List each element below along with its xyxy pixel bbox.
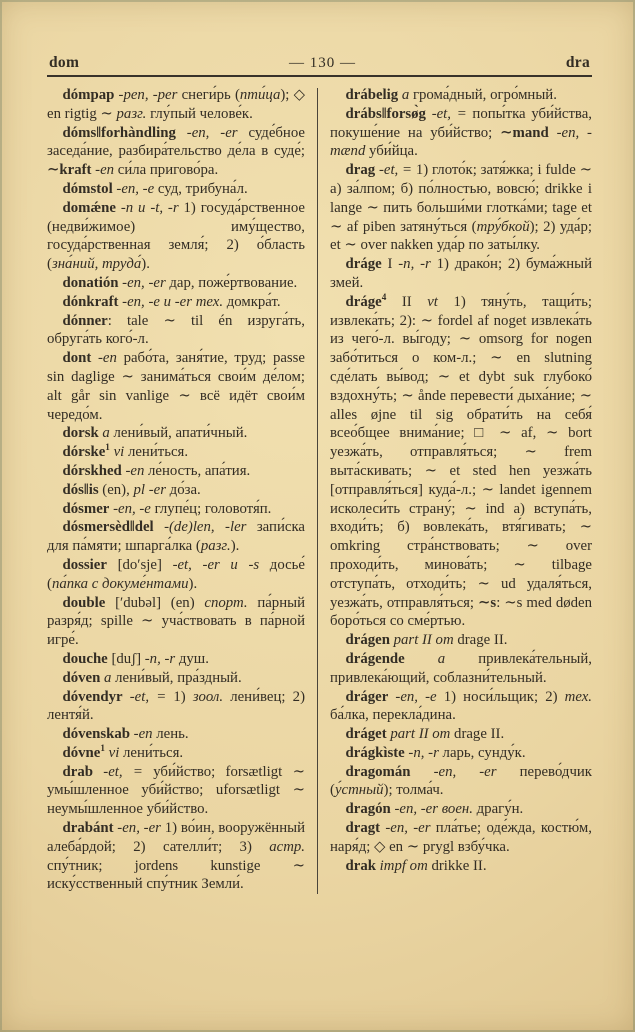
dictionary-entry — [47, 312, 305, 350]
entry-text-run: -en, -er — [175, 124, 238, 141]
entry-text-run: (en), — [98, 481, 134, 498]
entry-text-run: спу́тник; jordens kunstige ∼ иску́сственный спу́тник Земли́. — [47, 857, 305, 893]
dictionary-entry — [47, 124, 305, 180]
entry-text-run: vi — [104, 744, 120, 761]
entry-text-run: drage II. — [450, 726, 505, 743]
entry-text-run: па́рный разря́д; spille ∼ уча́ствовать в па́рной игре́. — [47, 594, 305, 649]
dictionary-entry — [47, 274, 305, 293]
headword-text: drágen — [345, 632, 390, 649]
dictionary-entry — [330, 255, 592, 293]
entry-text-run: 1 — [105, 442, 110, 453]
entry-text-run: спорт. — [204, 594, 248, 611]
entry-text-run: привлека́тельный, привлека́ющий, соблазни́тельный. — [330, 650, 592, 686]
entry-text-run: a — [398, 87, 410, 103]
entry-text-run: -en, -mænd — [330, 124, 592, 160]
dictionary-entry — [47, 744, 305, 763]
dictionary-entry — [330, 86, 592, 105]
headword-text: dráge — [345, 256, 382, 273]
entry-text-run: -en, -er воен. — [390, 801, 473, 818]
headword-text: drag — [345, 162, 376, 179]
entry-text-run: зна́ний, труда́ — [51, 256, 142, 273]
entry-text-run: -(de)len, -ler — [153, 519, 247, 536]
column-divider — [317, 88, 318, 894]
dictionary-entry — [330, 293, 592, 631]
entry-text-run: 1) глото́к; затя́жка; i fulde ∼ а) за́лпом; б) по́лностью, вовсю́; drikke i lange ∼ пить больши́ми глотка́ми; tage et ∼ af piben затяну́ться ( — [330, 162, 592, 235]
entry-text-run: грома́дный, огро́мный. — [409, 87, 557, 103]
entry-text-run: -en, -e u -er тех. — [118, 293, 224, 310]
headword-text: dragón — [345, 801, 391, 818]
entry-text-run: -en, -er — [380, 820, 431, 837]
headword-text: ∼kraft — [47, 162, 92, 179]
header-guide-word-right: dra — [565, 54, 590, 71]
entry-text-run: астр. — [269, 838, 305, 855]
entry-text-run: 1) тяну́ть, тащи́ть; извлека́ть; 2): ∼ fordel af noget извлека́ть из чего́-л. вы́году; ∼ omsorg for nogen забо́титься о ком-л.; ∼ en slutning сде́лать вы́вод; ∼ et dybt suk глубоко́ вздохну́ть; ∼ ånde перевести́ дыха́ние; ∼ alles øjne til sig обрати́ть на себя́ всео́бщее внима́ние; □ ∼ af, ∼ bort уезжа́ть, отправля́ться; ∼ frem выта́скивать; ∼ et sted hen уезжа́ть [отправля́ться] куда́-л.; ∼ landet igennem исколеси́ть страну́; ∼ ind а) вступа́ть, входи́ть; б) вовлека́ть, втя́гивать; ∼ omkring стра́нствовать; ∼ over проходи́ть, минова́ть; ∼ tilbage отступа́ть, отходи́ть; ∼ ud удаля́ться, уезжа́ть, отправля́ться; — [330, 293, 592, 611]
dictionary-entry — [47, 669, 305, 688]
entry-text-run: II — [386, 293, 428, 310]
entry-text-run: уби́йство; forsætligt ∼ умы́шленное уби́йство; uforsætligt ∼ неумы́шленное уби́йство. — [47, 763, 305, 818]
headword-text: drab — [62, 763, 93, 780]
headword-text: drágende — [345, 650, 405, 667]
entry-text-run: vt — [427, 293, 438, 310]
entry-text-run: лени́вец; 2) лентя́й. — [47, 688, 305, 724]
headword-text: ∼mand — [500, 124, 549, 141]
entry-text-run: пла́тье; оде́жда, костю́м, наря́д; ◇ en ∼ prygl взбу́чка. — [330, 820, 592, 855]
entry-text-run: 4 — [381, 291, 387, 302]
headword-text: dómpap — [62, 87, 115, 103]
entry-text-run: [duʃ] — [107, 650, 145, 667]
headword-text: dragt — [345, 820, 381, 837]
entry-text-run: -pen, -per — [114, 87, 178, 103]
headword-text: ∼s — [478, 594, 497, 611]
entry-text-run: [ʹdubəl] (en) — [105, 594, 205, 611]
entry-text-run: ). — [141, 256, 150, 273]
dictionary-entry — [330, 725, 592, 744]
dictionary-entry — [330, 857, 592, 876]
dictionary-entry — [47, 443, 305, 462]
entry-text-run: -et, = — [92, 763, 143, 780]
entry-text-run: душ. — [175, 650, 209, 667]
dictionary-entry — [47, 86, 305, 124]
entry-text-run: тех. — [564, 688, 592, 705]
entry-text-run: ба́лка, перекла́дина. — [330, 707, 456, 724]
dictionary-entry — [47, 650, 305, 669]
entry-text-run: a — [100, 669, 112, 686]
entry-text-run: -n, -r — [144, 650, 176, 667]
headword-text: dórske — [62, 444, 106, 461]
headword-text: dóms‖forhàndling — [62, 124, 176, 141]
headword-text: dráget — [345, 726, 387, 743]
headword-text: drabánt — [62, 820, 114, 837]
entry-text-run: part II om — [386, 726, 451, 743]
entry-text-run: разг. — [116, 105, 147, 122]
dictionary-entry — [47, 819, 305, 894]
entry-text-run: drikke II. — [427, 857, 487, 874]
dictionary-entry — [330, 819, 592, 857]
entry-text-run: 1) — [166, 688, 193, 705]
entry-text-run: па́пка с докуме́нтами — [51, 575, 189, 592]
dictionary-entry — [47, 594, 305, 650]
headword-text: drábelig — [345, 87, 399, 103]
entry-text-run: пти́ца — [239, 87, 281, 103]
entry-text-run: драгу́н. — [472, 801, 524, 818]
entry-text-run: a — [404, 650, 446, 667]
entry-text-run: I — [381, 256, 399, 273]
entry-text-run: разг. — [200, 538, 231, 555]
entry-text-run: -n u -t, -r — [115, 199, 179, 216]
entry-text-run: ле́ность, апа́тия. — [144, 462, 251, 479]
entry-text-run: -en, -e — [388, 688, 437, 705]
dictionary-entry — [47, 462, 305, 481]
entry-text-run: vi — [109, 444, 125, 461]
headword-text: dóvne — [62, 744, 101, 761]
entry-text-run: запи́ска для па́мяти; шпарга́лка ( — [47, 519, 305, 555]
dictionary-entry — [330, 800, 592, 819]
entry-text-run: ). — [230, 538, 240, 555]
entry-text-run: [doʹsje] — [106, 556, 173, 573]
entry-text-run: 1) во́ин, вооружённый алеба́рдой; 2) сателли́т; 3) — [47, 820, 306, 855]
headword-text: dónkraft — [62, 293, 119, 310]
headword-text: drágkìste — [345, 744, 405, 761]
entry-text-run: -en — [121, 462, 145, 479]
entry-text-run: тру́бкой — [476, 218, 530, 235]
entry-text-run: -n, -r — [404, 744, 439, 761]
header-rule — [47, 75, 592, 77]
dictionary-entry — [47, 180, 305, 199]
entry-text-run: -en, -er — [410, 763, 497, 780]
dictionary-entry — [47, 481, 305, 500]
headword-text: dóvenskab — [62, 726, 130, 743]
dictionary-entry — [47, 199, 305, 274]
dictionary-entry — [330, 763, 592, 801]
headword-text: dráger — [345, 688, 389, 705]
headword-text: dórskhed — [62, 462, 122, 479]
headword-text: douche — [62, 650, 108, 667]
headword-text: dósmer — [62, 500, 110, 517]
entry-text-run: перево́дчик ( — [330, 763, 592, 799]
entry-text-run: снеги́рь ( — [177, 87, 240, 103]
entry-text-run: глу́пый челове́к. — [146, 105, 253, 122]
dictionary-entry — [47, 763, 305, 819]
entry-text-run: ); 2) уда́р; et ∼ over nakken уда́р по заты́лку. — [330, 218, 592, 254]
entry-text-run: -et, -er u -s — [172, 556, 260, 573]
entry-text-run: лени́ться. — [119, 744, 184, 761]
entry-text-run: рабо́та, заня́тие, труд; passe sin daglige ∼ занима́ться свои́м де́лом; alt går sin vanlige ∼ всё идёт свои́м чередо́м. — [47, 350, 305, 423]
entry-text-run: pl -er — [133, 481, 166, 498]
headword-text: drábs‖forsø̀g — [345, 105, 426, 122]
entry-text-run: досье́ ( — [47, 556, 305, 592]
headword-text: domǽne — [62, 199, 116, 216]
headword-text: dóven — [62, 669, 101, 686]
dictionary-entry — [47, 293, 305, 312]
dictionary-entry — [47, 518, 305, 556]
headword-text: double — [62, 594, 106, 611]
entry-text-run: a — [98, 425, 110, 442]
entry-text-run: уби́йца. — [365, 143, 418, 160]
header-guide-word-left: dom — [49, 54, 80, 71]
dictionary-entry — [330, 105, 592, 161]
entry-text-run: impf om — [375, 857, 428, 874]
headword-text: dómstol — [62, 180, 113, 197]
headword-text: dont — [62, 350, 92, 367]
dictionary-entry — [47, 688, 305, 726]
text-columns — [47, 86, 592, 894]
dictionary-entry — [330, 688, 592, 726]
headword-text: dónner — [62, 312, 108, 329]
headword-text: dossier — [62, 556, 107, 573]
entry-text-run: лень. — [152, 726, 189, 743]
headword-text: dorsk — [62, 425, 99, 442]
entry-text-run: : tale ∼ til én изруга́ть, обруга́ть кого́-л. — [47, 312, 305, 348]
dictionary-entry — [47, 500, 305, 519]
entry-text-run: суд, трибуна́л. — [154, 180, 248, 197]
entry-text-run: суде́бное заседа́ние, разбира́тельство де́ла в суде́; — [47, 124, 305, 160]
column-right — [330, 86, 592, 894]
page-number: — 130 — — [289, 55, 357, 71]
headword-text: dósmersèd‖del — [62, 519, 154, 536]
entry-text-run: ). — [188, 575, 198, 592]
entry-text-run: -en — [129, 726, 153, 743]
entry-text-run: drage II. — [453, 632, 508, 649]
headword-text: drak — [345, 857, 376, 874]
dictionary-entry — [47, 349, 305, 424]
dictionary-entry — [47, 725, 305, 744]
headword-text: dós‖is — [62, 481, 99, 498]
entry-text-run: -en — [91, 350, 117, 367]
headword-text: dóvendyr — [62, 688, 123, 705]
entry-text-run: у́стный — [334, 782, 384, 799]
entry-text-run: дар, поже́ртвование. — [165, 274, 298, 291]
entry-text-run: -et, = — [122, 688, 167, 705]
headword-text: dráge — [345, 293, 382, 310]
entry-text-run: -en — [91, 162, 115, 179]
column-left — [47, 86, 305, 894]
entry-text-run: part II om — [389, 632, 454, 649]
dictionary-entry — [47, 556, 305, 594]
headword-text: donatión — [62, 274, 119, 291]
entry-text-run: попы́тка уби́йства, покуше́ние на уби́йство; — [330, 105, 592, 141]
entry-text-run: лени́ться. — [124, 444, 189, 461]
dictionary-entry — [330, 631, 592, 650]
entry-text-run: ); ◇ en rigtig ∼ — [47, 87, 305, 122]
entry-text-run: ); толма́ч. — [383, 782, 444, 799]
dictionary-entry — [330, 161, 592, 255]
entry-text-run: домкра́т. — [223, 293, 281, 310]
entry-text-run: -et, = — [375, 162, 413, 179]
entry-text-run: зоол. — [192, 688, 224, 705]
page-header — [47, 54, 592, 75]
dictionary-entry — [330, 650, 592, 688]
entry-text-run: : ∼s med døden боро́ться со сме́ртью. — [330, 594, 592, 630]
entry-text-run: 1 — [100, 742, 105, 753]
entry-text-run: лени́вый, апати́чный. — [109, 425, 248, 442]
dictionary-entry — [47, 424, 305, 443]
entry-text-run: -en, -er — [113, 820, 161, 837]
entry-text-run: ларь, сунду́к. — [438, 744, 526, 761]
entry-text-run: -en, -e — [109, 500, 151, 517]
entry-text-run: 1) драко́н; 2) бума́жный змей. — [330, 256, 592, 291]
entry-text-run: -et, = — [425, 105, 467, 122]
entry-text-run: 1) носи́льщик; 2) — [436, 688, 565, 705]
entry-text-run: лени́вый, пра́здный. — [111, 669, 242, 686]
entry-text-run: глупе́ц; головотя́п. — [150, 500, 272, 517]
entry-text-run: 1) госуда́рственное (недви́жимое) иму́щество, госуда́рственная земля́; 2) о́бласть ( — [47, 199, 305, 273]
entry-text-run: -n, -r — [398, 256, 431, 273]
entry-text-run: -en, -e — [112, 180, 155, 197]
entry-text-run: си́ла пригово́ра. — [114, 162, 219, 179]
entry-text-run: до́за. — [165, 481, 201, 498]
dictionary-entry — [330, 744, 592, 763]
entry-text-run: -en, -er — [118, 274, 166, 291]
headword-text: dragomán — [345, 763, 411, 780]
